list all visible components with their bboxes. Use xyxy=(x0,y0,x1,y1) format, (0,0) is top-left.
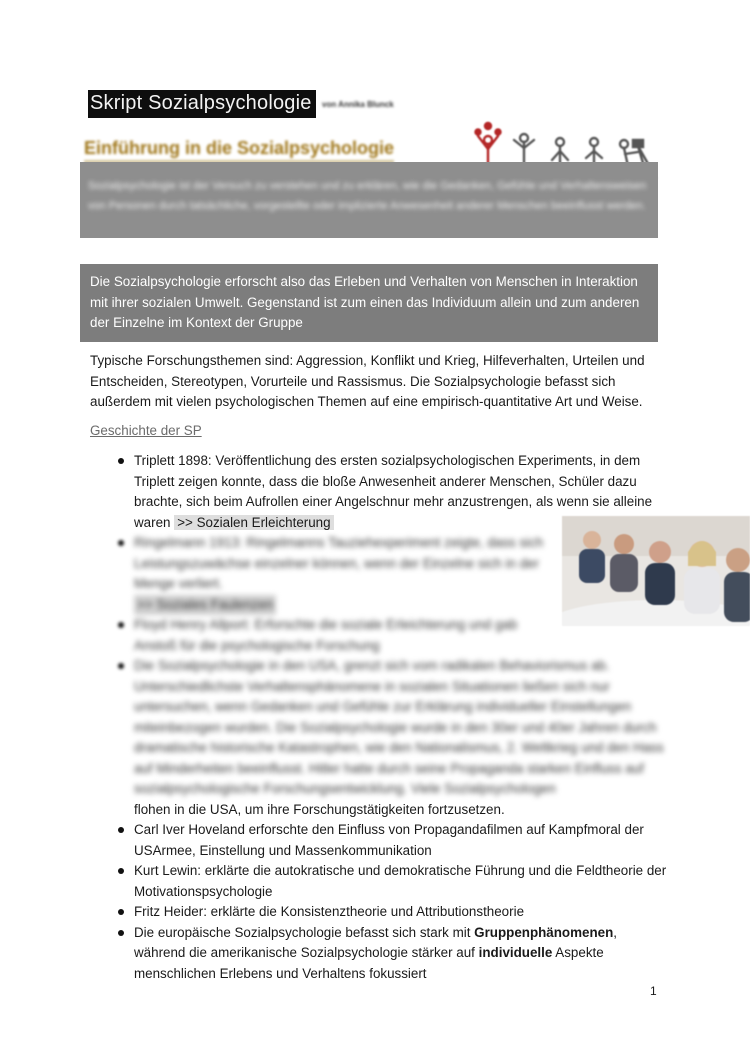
definition-box xyxy=(80,162,658,238)
definition-text: Sozialpsychologie ist der Versuch zu verstehen und zu erklären, wie die Gedanken, Gefühle und Verhaltensweisen von Personen durch tatsächliche, vorgestellte oder implizierte Anwesenheit anderer Menschen beeinflusst werden. xyxy=(88,180,647,212)
list-item xyxy=(90,923,670,985)
list-item-text: Kurt Lewin: erklärte die autokratische und demokratische Führung und die Feldtheorie der Motivationspsychologie xyxy=(134,863,667,899)
list-item-text: Ringelmann 1913: Ringelmanns Tauziehexperiment zeigte, dass sich Leistungszuwächse einzelner können, wenn der Einzelne sich in der Menge verliert. xyxy=(134,535,544,591)
bold-term: Gruppenphänomenen xyxy=(474,924,614,940)
list-item xyxy=(90,656,670,820)
list-item-text-clear: flohen in die USA, um ihre Forschungstätigkeiten fortzusetzen. xyxy=(134,801,505,817)
meeting-photo xyxy=(562,516,750,626)
intro-paragraph xyxy=(90,351,670,413)
list-item-text: Fritz Heider: erklärte die Konsistenztheorie und Attributionstheorie xyxy=(134,904,525,919)
list-item xyxy=(90,820,670,861)
highlighted-term: >> Sozialen Erleichterung xyxy=(174,515,333,530)
highlighted-term: >> Soziales Faulenzen xyxy=(134,595,276,616)
section-heading: Geschichte der SP xyxy=(90,423,202,438)
document-title: Skript Sozialpsychologie xyxy=(88,90,316,118)
list-item-text: Die europäische Sozialpsychologie befasst sich stark mit xyxy=(134,924,471,940)
author-line: von Annika Blunck xyxy=(322,100,394,109)
bold-term: individuelle xyxy=(478,945,553,960)
chapter-subtitle: Einführung in die Sozialpsychologie xyxy=(84,138,394,163)
list-item-text: Aspekte menschlichen Erlebens und Verhaltens fokussiert xyxy=(134,945,604,981)
list-item-text: Carl Iver Hoveland erforschte den Einfluss von Propagandafilmen auf Kampfmoral der USArmee, Einstellung und Massenkommunikation xyxy=(134,822,644,858)
list-item xyxy=(90,861,670,902)
summary-text: Die Sozialpsychologie erforscht also das Erleben und Verhalten von Menschen in Interaktion mit ihrer sozialen Umwelt. Gegenstand ist zum einen das Individuum allein und zum anderen der Einzelne im Kontext der Gruppe xyxy=(90,274,640,330)
summary-box xyxy=(80,264,658,342)
list-item-text: Floyd Henry Allport: Erforschte die soziale Erleichterung und gab Anstoß für die psychologische Forschung xyxy=(134,617,518,653)
page-number: 1 xyxy=(650,984,657,998)
list-item-text: , während die amerikanische Sozialpsychologie stärker auf xyxy=(134,924,618,960)
title-row xyxy=(88,90,648,118)
list-item-text: Die Sozialpsychologie in den USA, grenzt sich vom radikalen Behaviorismus ab. Unterschiedlichste Verhaltensphänomene in sozialen Situationen ließen sich nur untersuchen, wenn Gedanken und Gefühle zur Erklärung individueller Einstellungen miteinbezogen wurden. Die Sozialpsychologie wurde in den 30er und 40er Jahren durch dramatische historische Katastrophen, wie den Nationalismus, 2. Weltkrieg und den Hass auf Minderheiten beeinflusst. Hitler hatte durch seine Propaganda starken Einfluss auf sozialpsychologische Forschungsentwicklung. Viele Sozialpsychologen xyxy=(134,658,664,796)
list-item-text: Triplett 1898: Veröffentlichung des ersten sozialpsychologischen Experiments, in dem Triplett zeigen konnte, dass die bloße Anwesenheit anderer Menschen, Schüler dazu brachte, sich beim Aufrollen einer Angelschnur mehr anzustrengen, als wenn sie alleine waren xyxy=(134,453,653,530)
intro-text: Typische Forschungsthemen sind: Aggression, Konflikt und Krieg, Hilfeverhalten, Urteilen und Entscheiden, Stereotypen, Vorurteile und Rassismus. Die Sozialpsychologie befasst sich außerdem mit vielen psychologischen Themen auf eine empirisch-quantitative Art und Weise. xyxy=(90,353,645,409)
list-item xyxy=(90,902,670,923)
